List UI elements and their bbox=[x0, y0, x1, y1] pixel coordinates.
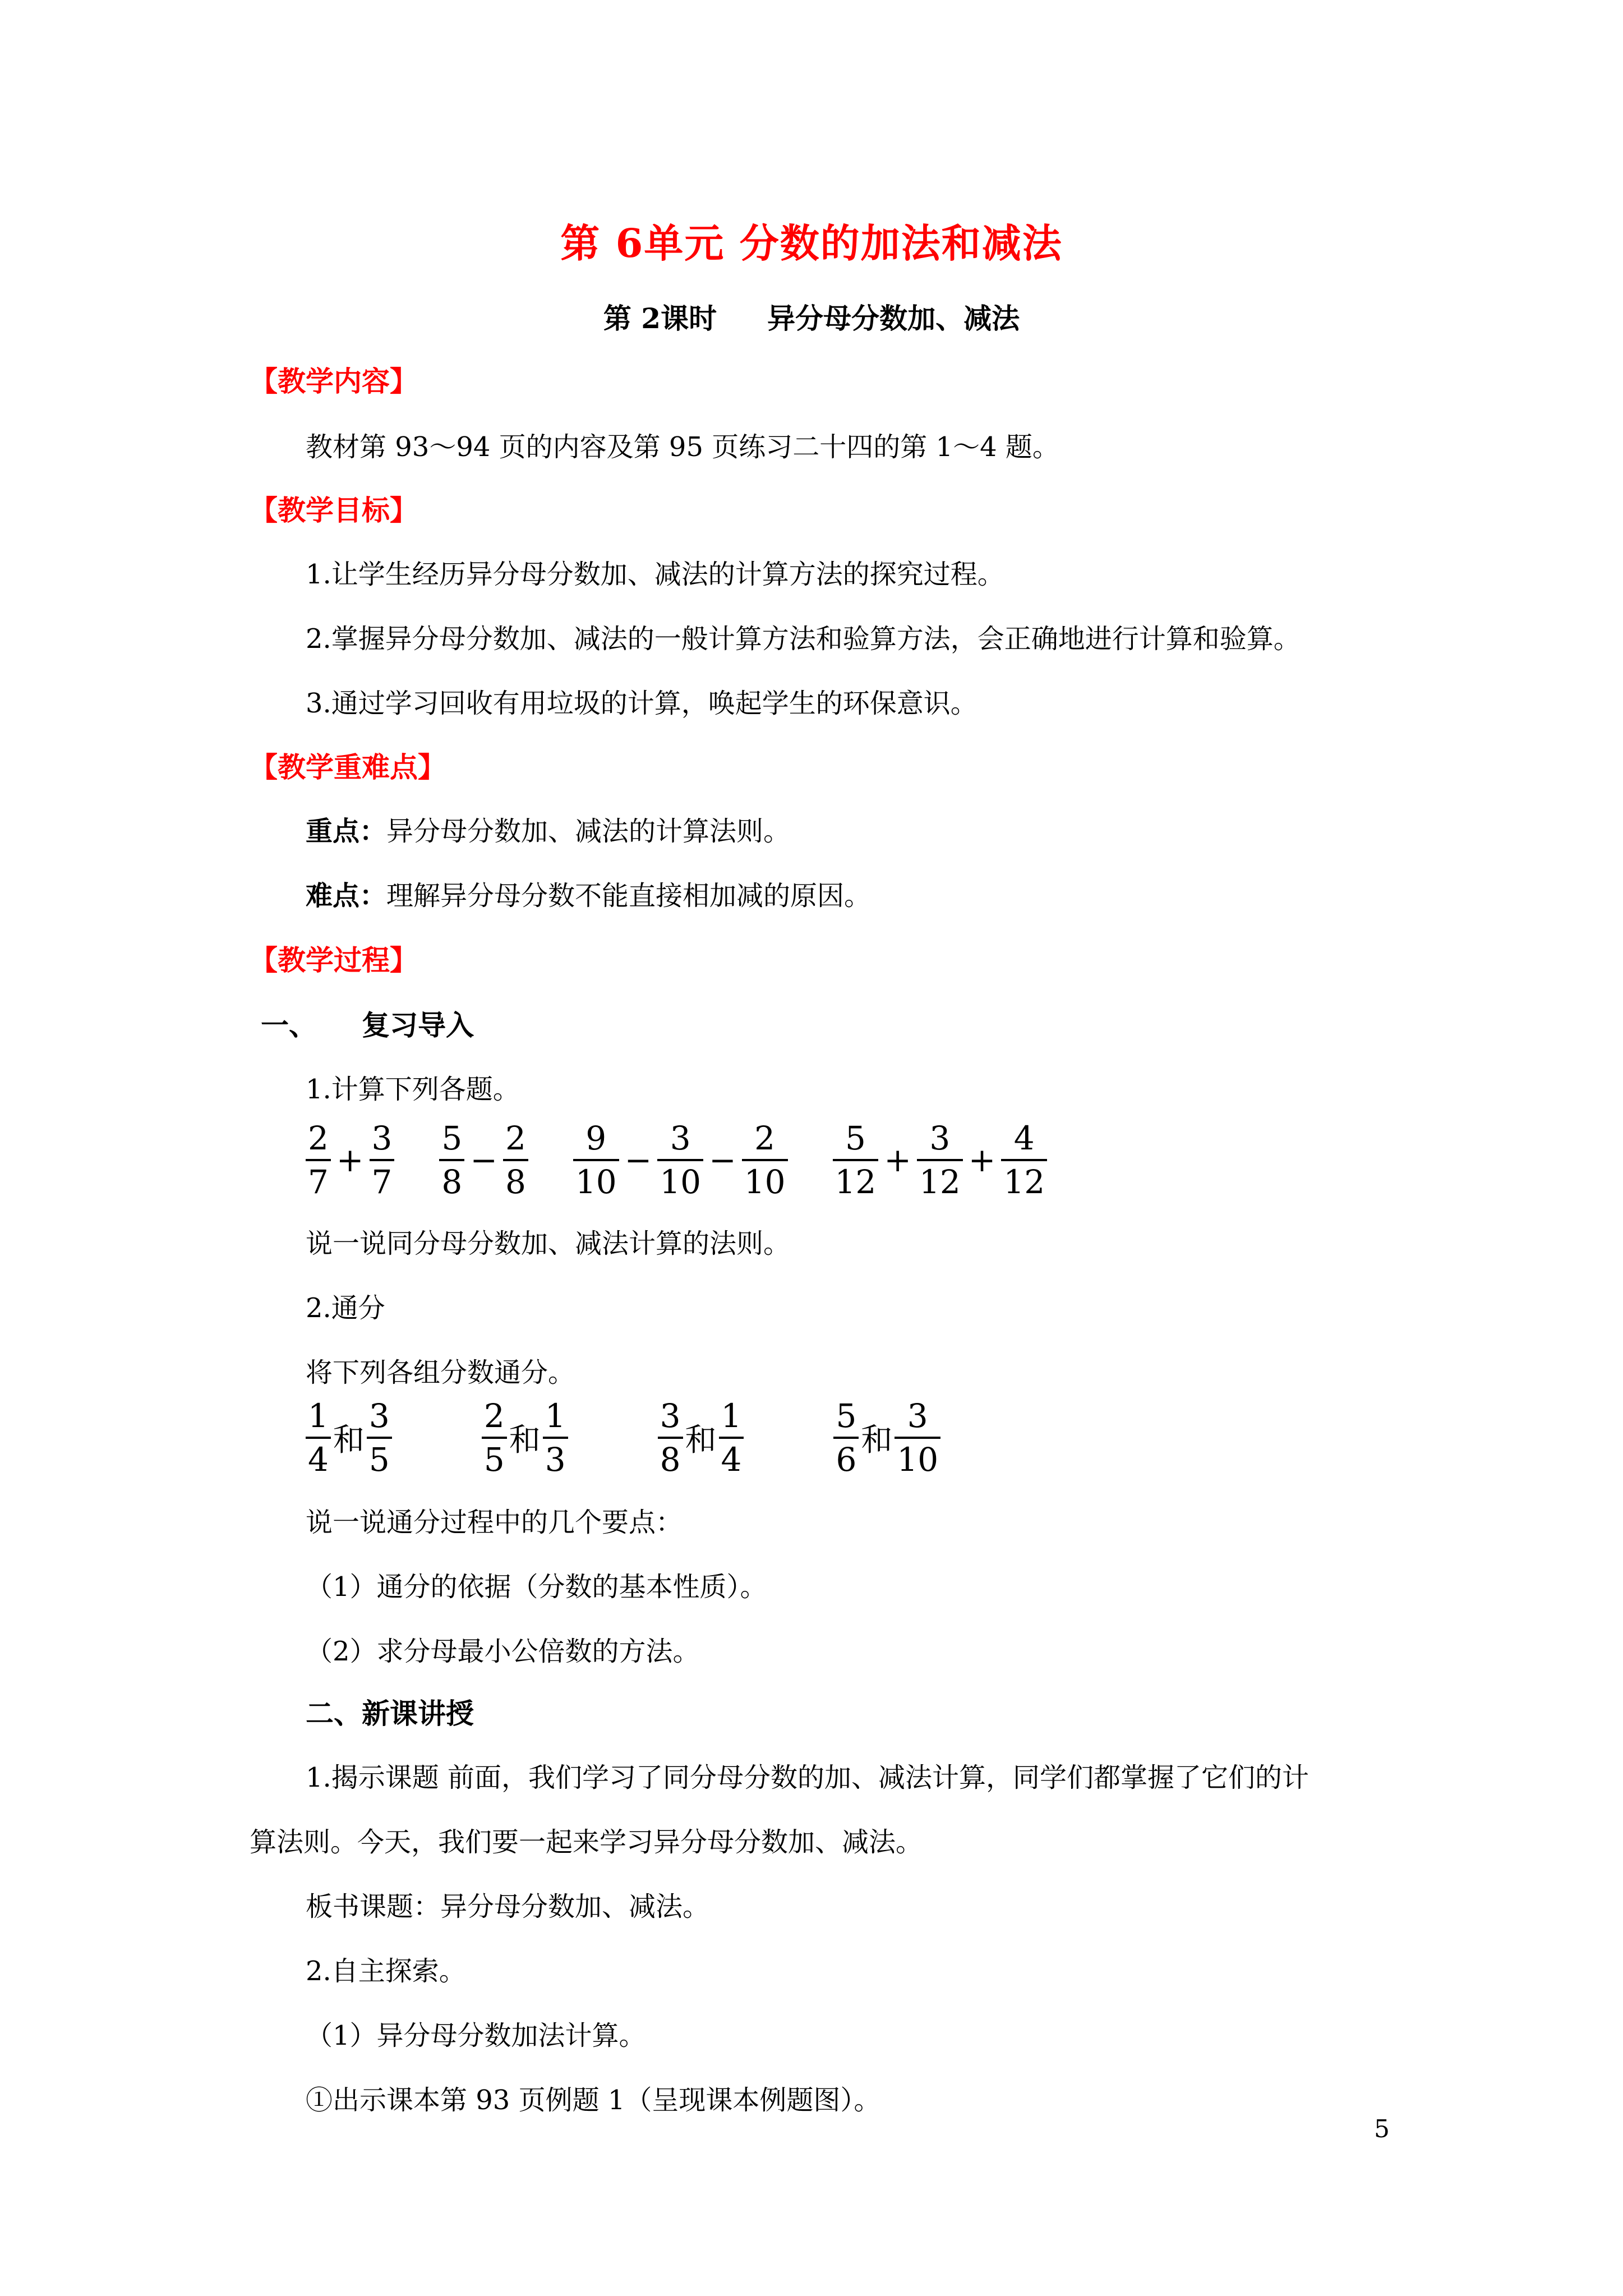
and-word: 和 bbox=[861, 1422, 893, 1458]
section-heading-content: 【教学内容】 bbox=[250, 365, 418, 398]
section-heading-goals: 【教学目标】 bbox=[250, 494, 418, 527]
goal-item-3: 3.通过学习回收有用垃圾的计算，唤起学生的环保意识。 bbox=[306, 688, 978, 719]
fraction: $\frac{3}{8}$ bbox=[658, 1400, 683, 1476]
part1-q2-point-1: （1）通分的依据（分数的基本性质）。 bbox=[306, 1571, 767, 1603]
fraction: $\frac{5}{6}$ bbox=[833, 1400, 859, 1476]
operator: + bbox=[336, 1141, 364, 1179]
fraction: $\frac{5}{12}$ bbox=[833, 1122, 879, 1198]
part1-question-2: 2.通分 bbox=[306, 1292, 385, 1324]
part2-para-1a: 1.揭示课题 前面，我们学习了同分母分数的加、减法计算，同学们都掌握了它们的计 bbox=[306, 1762, 1310, 1793]
part1-q2-say: 说一说通分过程中的几个要点： bbox=[306, 1507, 683, 1538]
part2-title: 二、新课讲授 bbox=[306, 1697, 474, 1730]
goal-item-2: 2.掌握异分母分数加、减法的一般计算方法和验算方法，会正确地进行计算和验算。 bbox=[306, 623, 1301, 655]
fraction-pairs-row-2 bbox=[306, 1397, 940, 1479]
lesson-topic: 异分母分数加、减法 bbox=[767, 302, 1020, 335]
fraction: $\frac{3}{12}$ bbox=[917, 1122, 963, 1198]
fraction: $\frac{3}{10}$ bbox=[657, 1122, 703, 1198]
page-title: 第 6单元 分数的加法和减法 bbox=[560, 220, 1063, 266]
fraction: $\frac{2}{10}$ bbox=[742, 1122, 788, 1198]
page-number: 5 bbox=[1374, 2115, 1390, 2143]
fraction: $\frac{1}{4}$ bbox=[306, 1400, 331, 1476]
hard-point-label: 难点： bbox=[306, 880, 387, 912]
goal-item-1: 1.让学生经历异分母分数加、减法的计算方法的探究过程。 bbox=[306, 559, 1004, 590]
fraction: $\frac{3}{7}$ bbox=[370, 1122, 395, 1198]
operator: − bbox=[624, 1141, 652, 1179]
part1-question-1: 1.计算下列各题。 bbox=[306, 1074, 520, 1105]
fraction: $\frac{3}{10}$ bbox=[895, 1400, 940, 1476]
hard-point-text: 理解异分母分数不能直接相加减的原因。 bbox=[386, 880, 872, 912]
section-heading-process: 【教学过程】 bbox=[250, 944, 418, 977]
fraction: $\frac{5}{8}$ bbox=[439, 1122, 464, 1198]
and-word: 和 bbox=[509, 1422, 541, 1458]
and-word: 和 bbox=[685, 1422, 717, 1458]
content-text: 教材第 93～94 页的内容及第 95 页练习二十四的第 1～4 题。 bbox=[306, 431, 1059, 463]
fraction: $\frac{1}{4}$ bbox=[719, 1400, 744, 1476]
operator: − bbox=[709, 1141, 736, 1179]
part2-para-1b: 算法则。今天，我们要一起来学习异分母分数加、减法。 bbox=[250, 1826, 923, 1858]
section-heading-difficulty: 【教学重难点】 bbox=[250, 751, 446, 784]
part1-title: 复习导入 bbox=[362, 1009, 474, 1042]
part1-q2-point-2: （2）求分母最小公倍数的方法。 bbox=[306, 1636, 700, 1667]
fraction-expressions-row-1 bbox=[306, 1119, 1047, 1201]
fraction: $\frac{9}{10}$ bbox=[573, 1122, 619, 1198]
operator: + bbox=[968, 1141, 996, 1179]
fraction: $\frac{3}{5}$ bbox=[367, 1400, 392, 1476]
key-point-text: 异分母分数加、减法的计算法则。 bbox=[386, 816, 791, 847]
and-word: 和 bbox=[333, 1422, 365, 1458]
part1-q1-say: 说一说同分母分数加、减法计算的法则。 bbox=[306, 1228, 791, 1259]
operator: − bbox=[470, 1141, 497, 1179]
part2-para-3: 2.自主探索。 bbox=[306, 1955, 466, 1987]
lesson-subtitle bbox=[0, 296, 1623, 337]
part2-para-2: 板书课题：异分母分数加、减法。 bbox=[306, 1891, 710, 1922]
hard-point bbox=[306, 874, 871, 913]
key-point bbox=[306, 809, 790, 848]
part2-para-4: （1）异分母分数加法计算。 bbox=[306, 2020, 646, 2051]
part1-q2-text: 将下列各组分数通分。 bbox=[306, 1357, 575, 1388]
part1-number: 一、 bbox=[261, 1009, 317, 1042]
fraction: $\frac{4}{12}$ bbox=[1001, 1122, 1047, 1198]
fraction: $\frac{2}{7}$ bbox=[306, 1122, 331, 1198]
part2-para-5: ①出示课本第 93 页例题 1（呈现课本例题图）。 bbox=[306, 2085, 881, 2116]
fraction: $\frac{1}{3}$ bbox=[543, 1400, 568, 1476]
lesson-number: 第 2课时 bbox=[603, 302, 717, 335]
fraction: $\frac{2}{8}$ bbox=[503, 1122, 528, 1198]
operator: + bbox=[884, 1141, 911, 1179]
fraction: $\frac{2}{5}$ bbox=[482, 1400, 507, 1476]
key-point-label: 重点： bbox=[306, 816, 387, 847]
